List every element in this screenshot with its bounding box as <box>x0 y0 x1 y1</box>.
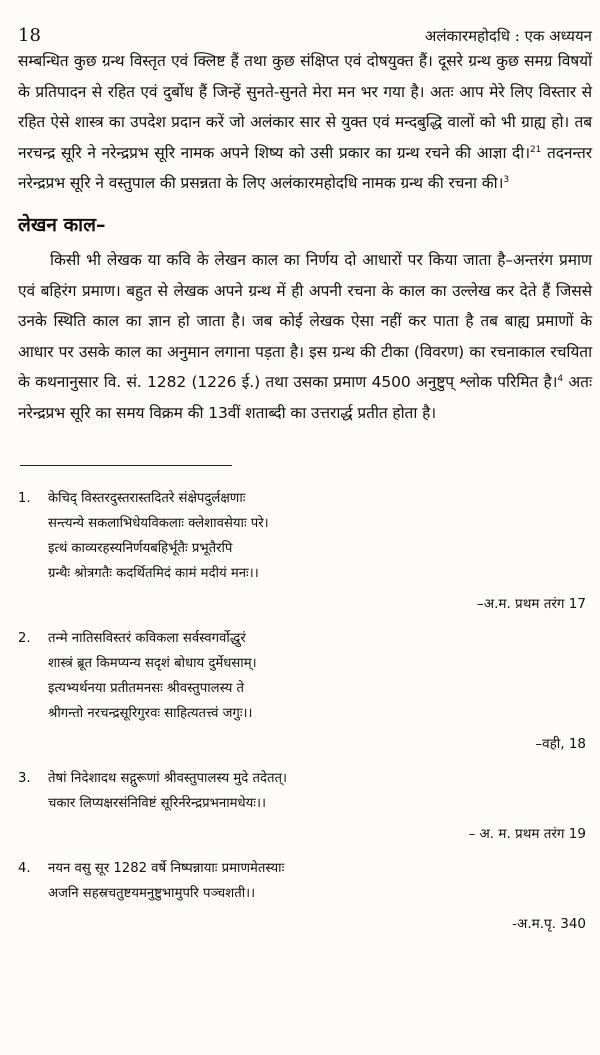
footnote-source: – अ. म. प्रथम तरंग 19 <box>468 825 586 842</box>
footnote-number: 1. <box>18 490 31 506</box>
verse-line: शास्त्रं ब्रूत किमप्यन्य सदृशं बोधाय दुर्मेधसाम्। <box>48 655 257 671</box>
footnote-source: -अ.म.पृ. 340 <box>512 915 586 932</box>
footnotes <box>18 486 592 936</box>
footnote-ref-1: 1 <box>535 144 542 155</box>
section-heading: लेखन काल– <box>18 213 106 236</box>
intro-text-part1: सम्बन्धित कुछ ग्रन्थ विस्तृत एवं क्लिष्ट हैं तथा कुछ संक्षिप्त एवं दोषयुक्त हैं। दूसरे ग्रन्थ कुछ समग्र विषयों के प्रतिपादन से रहित एवं दुर्बोध हैं जिन्हें सुनते-सुनते मेरा मन भर गया है। अतः आप मेरे लिए विस्तार से रहित ऐसे शास्त्र का उपदेश प्रदान करें जो अलंकार सार से युक्त एवं मन्दबुद्धि वालों को भी ग्राह्य हो। तब नरचन्द्र सूरि ने नरेन्द्रप्रभ सूरि नामक अपने शिष्य को उसी प्रकार का ग्रन्थ रचने की आज्ञा दी। <box>18 52 592 162</box>
page-number: 18 <box>18 25 41 46</box>
footnote-ref-3: 3 <box>503 175 510 186</box>
footnote-source: –वही, 18 <box>535 735 586 752</box>
intro-text-part2: तदनन्तर नरेन्द्रप्रभ सूरि ने वस्तुपाल की प्रसन्नता के लिए अलंकारमहोदधि नामक ग्रन्थ की रचना की। <box>18 143 592 193</box>
footnote-ref-2: 2 <box>529 144 536 155</box>
footnote-source: –अ.म. प्रथम तरंग 17 <box>477 595 586 612</box>
verse-line: तन्मे नातिसविस्तरं कविकला सर्वस्वगर्वोद्धुरं <box>48 630 246 646</box>
footnote-number: 2. <box>18 630 31 646</box>
footnote-number: 4. <box>18 860 31 876</box>
section-text-part2: अतः नरेन्द्रप्रभ सूरि का समय विक्रम की 13वीं शताब्दी का उत्तरार्द्ध प्रतीत होता है। <box>18 373 593 422</box>
section-paragraph <box>18 245 592 429</box>
footnote-number: 3. <box>18 770 31 786</box>
intro-paragraph <box>18 46 592 199</box>
footnote-1 <box>18 486 592 586</box>
section-text-part1: किसी भी लेखक या कवि के लेखन काल का निर्णय दो आधारों पर किया जाता है–अन्तरंग प्रमाण एवं बहिरंग प्रमाण। बहुत से लेखक अपने ग्रन्थ में ही अपनी रचना के काल का उल्लेख कर देते हैं जिससे उनके स्थिति काल का ज्ञान हो जाता है। जब कोई लेखक ऐसा नहीं कर पाता है तब बाह्य प्रमाणों के आधार पर उसके काल का अनुमान लगाना पड़ता है। इस ग्रन्थ की टीका (विवरण) का रचनाकाल रचयिता के कथनानुसार वि. सं. 1282 (1226 ई.) तथा उसका प्रमाण 4500 अनुष्टुप् श्लोक परिमित है। <box>18 250 592 392</box>
verse-line: अजनि सहस्रचतुष्टयमनुष्टुभामुपरि पञ्चशती।। <box>48 885 256 901</box>
page-header <box>18 0 592 46</box>
verse-line: श्रीगन्तो नरचन्द्रसूरिगुरवः साहित्यतत्त्वं जगुः।। <box>48 705 253 721</box>
verse-line: सन्त्यन्ये सकलाभिधेयविकलाः क्लेशावसेयाः परे। <box>48 515 269 531</box>
verse-line: तेषां निदेशादथ सद्गुरूणां श्रीवस्तुपालस्य मुदे तदेतत्। <box>48 770 288 786</box>
verse-line: इत्यभ्यर्थनया प्रतीतमनसः श्रीवस्तुपालस्य ते <box>48 680 245 696</box>
footnote-3 <box>18 766 592 816</box>
footnote-2 <box>18 626 592 726</box>
verse-line: ग्रन्थैः श्रोत्रगतैः कदर्थितमिदं कामं मदीयं मनः।। <box>48 565 259 581</box>
footnote-4 <box>18 856 592 906</box>
verse-line: केचिद् विस्तरदुस्तरास्तदितरे संक्षेपदुर्लक्षणाः <box>48 490 246 506</box>
footnote-ref-4: 4 <box>557 374 564 385</box>
running-title: अलंकारमहोदधि : एक अध्ययन <box>424 27 592 45</box>
verse-line: इत्थं काव्यरहस्यनिर्णयबहिर्भूतैः प्रभूतैरपि <box>48 540 233 556</box>
footnote-divider <box>20 465 232 466</box>
verse-line: चकार लिप्यक्षरसंनिविष्टं सूरिर्नरेन्द्रप्रभनामधेयः।। <box>48 795 266 811</box>
verse-line: नयन वसु सूर 1282 वर्षे निष्पन्नायाः प्रमाणमेतस्याः <box>48 860 285 876</box>
